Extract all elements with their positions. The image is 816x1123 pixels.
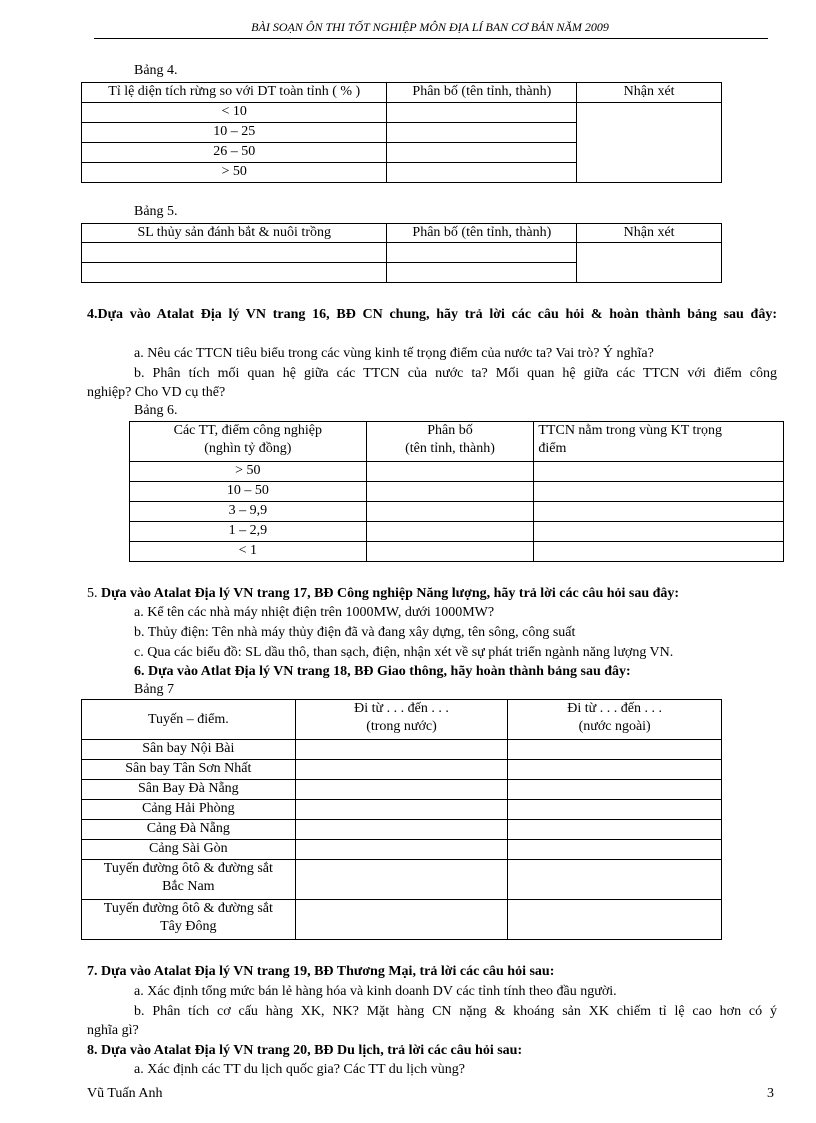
- q8-a: a. Xác định các TT du lịch quốc gia? Các TT du lịch vùng?: [134, 1062, 465, 1077]
- table7-header-international: Đi từ . . . đến . . . (nước ngoài): [508, 700, 722, 740]
- q5-b: b. Thủy điện: Tên nhà máy thủy điện đã và đang xây dựng, tên sông, công suất: [134, 625, 576, 640]
- table4-row: < 10: [82, 103, 387, 123]
- table7-row: Sân bay Tân Sơn Nhất: [82, 760, 296, 780]
- q7-b2: nghĩa gì?: [87, 1023, 139, 1038]
- q5-c: c. Qua các biểu đồ: SL dầu thô, than sạch, điện, nhận xét về sự phát triển ngành năng lượng VN.: [134, 645, 674, 660]
- table6-header-centers: Các TT, điểm công nghiệp (nghìn tỷ đồng): [130, 422, 367, 462]
- q4-b1: b. Phân tích mối quan hệ giữa các TTCN của nước ta? Mối quan hệ giữa các TTCN với điểm công: [134, 366, 777, 381]
- table5-caption: Bảng 5.: [134, 204, 178, 219]
- table5-header-remarks: Nhận xét: [577, 224, 722, 243]
- table-4: [81, 82, 722, 183]
- table4-row: 10 – 25: [82, 123, 387, 143]
- q4-b2: nghiệp? Cho VD cụ thể?: [87, 385, 226, 400]
- table4-caption: Bảng 4.: [134, 63, 178, 78]
- page-header: BÀI SOẠN ÔN THI TỐT NGHIỆP MÔN ĐỊA LÍ BAN CƠ BẢN NĂM 2009: [251, 20, 609, 34]
- table-5: [81, 223, 722, 283]
- table7-header-domestic: Đi từ . . . đến . . . (trong nước): [295, 700, 508, 740]
- table6-row: > 50: [130, 462, 367, 482]
- q7-a: a. Xác định tổng mức bán lẻ hàng hóa và kinh doanh DV các tỉnh tính theo đầu người.: [134, 984, 617, 999]
- table6-caption: Bảng 6.: [134, 403, 178, 418]
- footer-author: Vũ Tuấn Anh: [87, 1086, 163, 1101]
- table7-row-east-west: Tuyến đường ôtô & đường sắt Tây Đông: [82, 900, 296, 940]
- table6-row: 1 – 2,9: [130, 522, 367, 542]
- q5-a: a. Kể tên các nhà máy nhiệt điện trên 1000MW, dưới 1000MW?: [134, 605, 495, 620]
- table4-header-remarks: Nhận xét: [577, 83, 722, 103]
- header-divider: [94, 38, 768, 39]
- q4-a: a. Nêu các TTCN tiêu biểu trong các vùng kinh tế trọng điểm của nước ta? Vai trò? Ý nghĩa?: [134, 346, 654, 361]
- table6-header-key-region: TTCN nằm trong vùng KT trọng điểm: [534, 422, 784, 462]
- table4-header-distribution: Phân bố (tên tỉnh, thành): [387, 83, 577, 103]
- q5-title: 5. Dựa vào Atalat Địa lý VN trang 17, BĐ Công nghiệp Năng lượng, hãy trả lời các câu hỏi sau đây:: [87, 586, 680, 601]
- table6-row: 10 – 50: [130, 482, 367, 502]
- table7-row: Cảng Đà Nẵng: [82, 820, 296, 840]
- page-number: 3: [767, 1086, 774, 1101]
- table7-row: Sân Bay Đà Nẵng: [82, 780, 296, 800]
- q4-title: 4.Dựa vào Atalat Địa lý VN trang 16, BĐ CN chung, hãy trả lời các câu hỏi & hoàn thành bảng sau đây:: [87, 307, 777, 322]
- table6-header-distribution: Phân bố (tên tỉnh, thành): [366, 422, 534, 462]
- table7-row: Cảng Sài Gòn: [82, 840, 296, 860]
- table6-row: < 1: [130, 542, 367, 562]
- table7-row: Cảng Hải Phòng: [82, 800, 296, 820]
- table5-header-quantity: SL thủy sản đánh bắt & nuôi trồng: [82, 224, 387, 243]
- table5-header-distribution: Phân bố (tên tỉnh, thành): [387, 224, 577, 243]
- table6-row: 3 – 9,9: [130, 502, 367, 522]
- table4-header-forest-ratio: Tỉ lệ diện tích rừng so với DT toàn tỉnh ( % ): [82, 83, 387, 103]
- table4-row: 26 – 50: [82, 143, 387, 163]
- table7-header-route: Tuyến – điểm.: [82, 700, 296, 740]
- table7-caption: Bảng 7: [134, 682, 175, 697]
- q8-title: 8. Dựa vào Atalat Địa lý VN trang 20, BĐ Du lịch, trả lời các câu hỏi sau:: [87, 1043, 523, 1058]
- table4-row: > 50: [82, 163, 387, 183]
- q7-title: 7. Dựa vào Atalat Địa lý VN trang 19, BĐ Thương Mại, trả lời các câu hỏi sau:: [87, 964, 555, 979]
- table7-row-north-south: Tuyến đường ôtô & đường sắt Bắc Nam: [82, 860, 296, 900]
- table-6: [129, 421, 784, 562]
- table-7: [81, 699, 722, 940]
- table7-row: Sân bay Nội Bài: [82, 740, 296, 760]
- q6-title: 6. Dựa vào Atlat Địa lý VN trang 18, BĐ Giao thông, hãy hoàn thành bảng sau đây:: [134, 664, 631, 679]
- q7-b1: b. Phân tích cơ cấu hàng XK, NK? Mặt hàng CN nặng & khoáng sản XK chiếm tỉ lệ cao hơn có ý: [134, 1004, 777, 1019]
